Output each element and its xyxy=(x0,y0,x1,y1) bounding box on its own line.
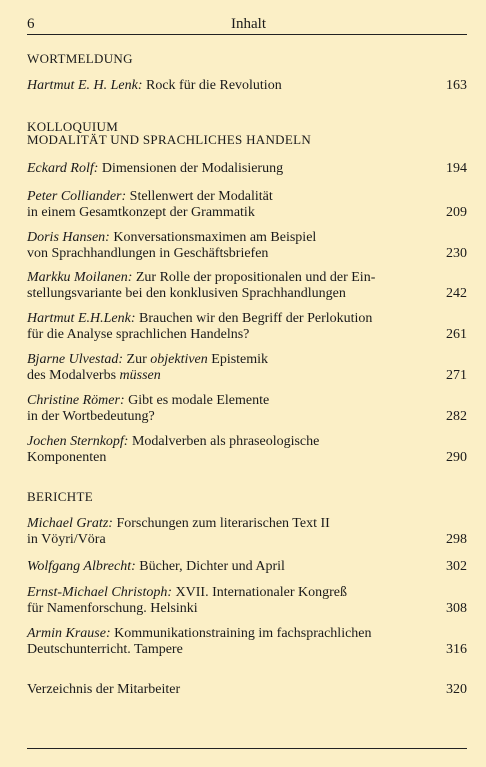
page-title: Inhalt xyxy=(231,16,266,32)
entry-title: Rock für die Revolution xyxy=(142,78,282,93)
entry-title-cont: Deutschunterricht. Tampere xyxy=(27,642,183,657)
entry-author: Armin Krause: xyxy=(27,626,111,641)
entry-title-emphasis: müssen xyxy=(119,368,161,383)
entry-author: Eckard Rolf: xyxy=(27,161,99,176)
entry-author: Hartmut E.H.Lenk: xyxy=(27,311,136,326)
entry-page: 261 xyxy=(446,327,467,342)
entry-author: Peter Colliander: xyxy=(27,189,127,204)
entry-title-cont: in der Wortbedeutung? xyxy=(27,409,155,424)
entry-title-cont: von Sprachhandlungen in Geschäftsbriefen xyxy=(27,246,269,261)
entry-author: Bjarne Ulvestad: xyxy=(27,352,124,367)
toc-entry[interactable] xyxy=(27,230,467,262)
entry-title-cont: des Modalverbs xyxy=(27,368,120,383)
entry-title-cont: für die Analyse sprachlichen Handelns? xyxy=(27,327,250,342)
entry-title: Gibt es modale Elemente xyxy=(124,393,270,408)
entry-title-cont: für Namenforschung. Helsinki xyxy=(27,601,198,616)
entry-author: Markku Moilanen: xyxy=(27,270,133,285)
entry-title-emphasis: objektiven xyxy=(150,352,208,367)
entry-page: 209 xyxy=(446,205,467,220)
entry-title-cont: in einem Gesamtkonzept der Grammatik xyxy=(27,205,255,220)
entry-page: 302 xyxy=(446,559,467,574)
toc-entry[interactable] xyxy=(27,393,467,425)
entry-page: 290 xyxy=(446,450,467,465)
toc-entry[interactable] xyxy=(27,311,467,343)
footer-rule xyxy=(27,748,467,749)
toc-entry[interactable] xyxy=(27,434,467,466)
entry-author: Wolfgang Albrecht: xyxy=(27,559,136,574)
entry-title-cont: Komponenten xyxy=(27,450,107,465)
toc-entry[interactable] xyxy=(27,161,467,177)
entry-title: Stellenwert der Modalität xyxy=(126,189,273,204)
toc-entry[interactable] xyxy=(27,585,467,617)
entry-author: Hartmut E. H. Lenk: xyxy=(27,78,143,93)
entry-title: Dimensionen der Modalisierung xyxy=(98,161,284,176)
entry-title: Forschungen zum literarischen Text II xyxy=(112,516,330,531)
toc-entry[interactable] xyxy=(27,682,467,698)
entry-page: 163 xyxy=(446,78,467,93)
entry-author: Christine Römer: xyxy=(27,393,125,408)
entry-page: 308 xyxy=(446,601,467,616)
toc-entry[interactable] xyxy=(27,78,467,94)
entry-page: 242 xyxy=(446,286,467,301)
entry-page: 316 xyxy=(446,642,467,657)
toc-entry[interactable] xyxy=(27,559,467,575)
entry-page: 282 xyxy=(446,409,467,424)
section-heading-kolloquium xyxy=(27,120,311,146)
toc-entry[interactable] xyxy=(27,626,467,658)
entry-title: Verzeichnis der Mitarbeiter xyxy=(27,682,181,697)
page-header xyxy=(27,16,467,35)
section-heading-line: BERICHTE xyxy=(27,489,93,504)
entry-title: Epistemik xyxy=(207,352,269,367)
entry-title: Zur Rolle der propositionalen und der Ein- xyxy=(132,270,376,285)
section-heading-berichte xyxy=(27,490,93,503)
entry-author: Ernst-Michael Christoph: xyxy=(27,585,173,600)
entry-title: Brauchen wir den Begriff der Perlokution xyxy=(135,311,373,326)
entry-title-cont: stellungsvariante bei den konklusiven Sprachhandlungen xyxy=(27,286,346,301)
entry-title: Konversationsmaximen am Beispiel xyxy=(109,230,317,245)
entry-title: XVII. Internationaler Kongreß xyxy=(172,585,347,600)
entry-page: 298 xyxy=(446,532,467,547)
section-heading-line: WORTMELDUNG xyxy=(27,51,133,66)
section-heading-wortmeldung xyxy=(27,52,133,65)
entry-author: Jochen Sternkopf: xyxy=(27,434,129,449)
entry-page: 271 xyxy=(446,368,467,383)
entry-title-cont: in Vöyri/Vöra xyxy=(27,532,106,547)
toc-entry[interactable] xyxy=(27,189,467,221)
section-heading-line: KOLLOQUIUM xyxy=(27,119,119,134)
section-heading-line: MODALITÄT UND SPRACHLICHES HANDELN xyxy=(27,132,312,147)
entry-page: 194 xyxy=(446,161,467,176)
entry-title: Zur xyxy=(123,352,151,367)
page-number: 6 xyxy=(27,16,35,32)
entry-author: Michael Gratz: xyxy=(27,516,113,531)
toc-entry[interactable] xyxy=(27,270,467,302)
toc-entry[interactable] xyxy=(27,352,467,384)
entry-page: 230 xyxy=(446,246,467,261)
entry-page: 320 xyxy=(446,682,467,697)
toc-entry[interactable] xyxy=(27,516,467,548)
entry-title: Modalverben als phraseologische xyxy=(128,434,320,449)
entry-author: Doris Hansen: xyxy=(27,230,110,245)
entry-title: Kommunikationstraining im fachsprachlichen xyxy=(110,626,372,641)
entry-title: Bücher, Dichter und April xyxy=(135,559,285,574)
